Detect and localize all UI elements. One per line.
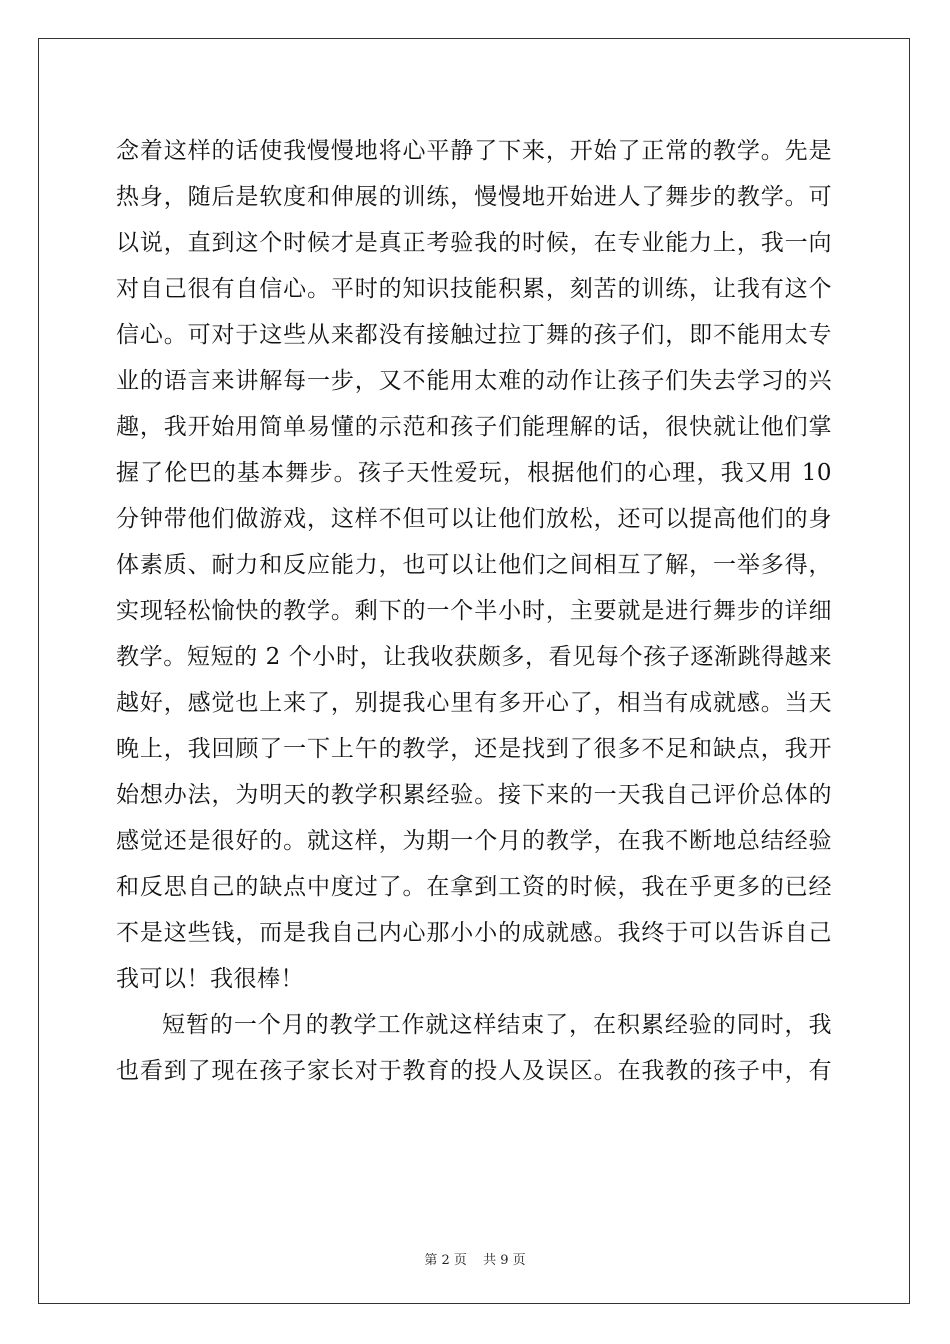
text-line: 实现轻松愉快的教学。剩下的一个半小时，主要就是进行舞步的详细	[116, 598, 832, 624]
text-line: 越好，感觉也上来了，别提我心里有多开心了，相当有成就感。当天	[116, 690, 832, 716]
page-footer	[0, 1249, 950, 1268]
document-body	[116, 128, 832, 1094]
text-line: 和反思自己的缺点中度过了。在拿到工资的时候，我在乎更多的已经	[116, 874, 832, 900]
text-line: 念着这样的话使我慢慢地将心平静了下来，开始了正常的教学。先是	[116, 138, 832, 164]
text-line: 晚上，我回顾了一下上午的教学，还是找到了很多不足和缺点，我开	[116, 736, 832, 762]
text-line: 信心。可对于这些从来都没有接触过拉丁舞的孩子们，即不能用太专	[116, 322, 832, 348]
text-line: 对自己很有自信心。平时的知识技能积累，刻苦的训练，让我有这个	[116, 276, 832, 302]
text-line: 感觉还是很好的。就这样，为期一个月的教学，在我不断地总结经验	[116, 828, 832, 854]
page-number: 第 2 页	[424, 1253, 467, 1268]
text-line: 以说，直到这个时候才是真正考验我的时候，在专业能力上，我一向	[116, 230, 832, 256]
text-line: 我可以！我很棒！	[116, 966, 304, 992]
text-line: 握了伦巴的基本舞步。孩子天性爱玩，根据他们的心理，我又用 10	[116, 460, 832, 486]
text-line: 热身，随后是软度和伸展的训练，慢慢地开始进人了舞步的教学。可	[116, 184, 832, 210]
text-line: 业的语言来讲解每一步，又不能用太难的动作让孩子们失去学习的兴	[116, 368, 832, 394]
text-line: 短暂的一个月的教学工作就这样结束了，在积累经验的同时，我	[162, 1012, 832, 1038]
text-line: 体素质、耐力和反应能力，也可以让他们之间相互了解，一举多得，	[116, 552, 832, 578]
text-line: 始想办法，为明天的教学积累经验。接下来的一天我自己评价总体的	[116, 782, 832, 808]
text-line: 分钟带他们做游戏，这样不但可以让他们放松，还可以提高他们的身	[116, 506, 832, 532]
text-line: 不是这些钱，而是我自己内心那小小的成就感。我终于可以告诉自己	[116, 920, 832, 946]
text-line: 教学。短短的 2 个小时，让我收获颇多，看见每个孩子逐渐跳得越来	[116, 644, 832, 670]
text-line: 也看到了现在孩子家长对于教育的投人及误区。在我教的孩子中，有	[116, 1058, 832, 1084]
page-total: 共 9 页	[483, 1253, 526, 1268]
text-line: 趣，我开始用简单易懂的示范和孩子们能理解的话，很快就让他们掌	[116, 414, 832, 440]
